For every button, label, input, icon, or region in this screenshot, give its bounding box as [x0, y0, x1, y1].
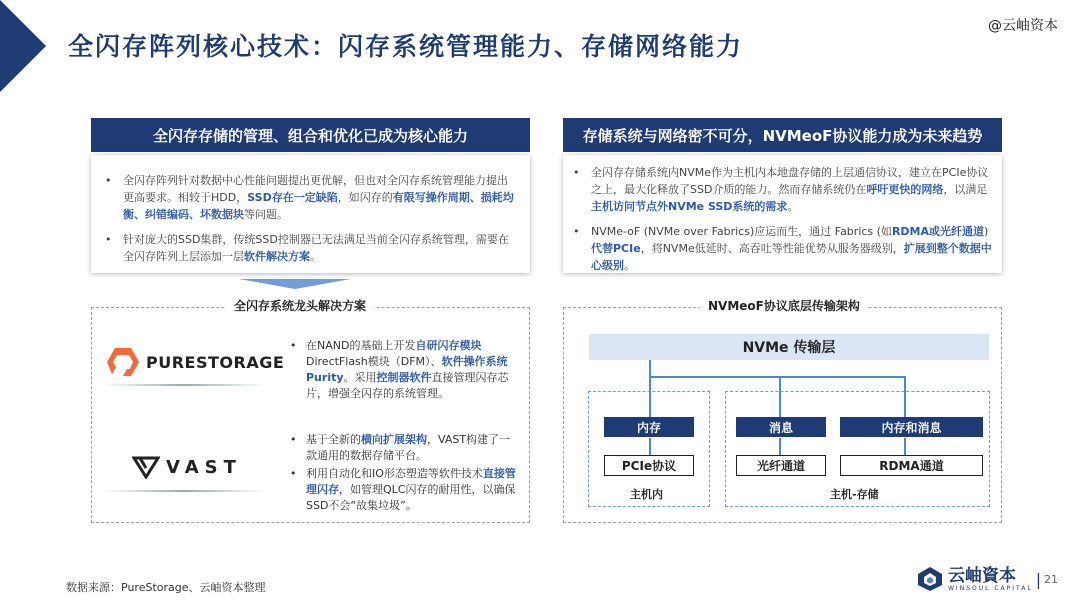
- watermark: @云岫资本: [988, 18, 1058, 34]
- memory-and-message-block: 内存和消息: [840, 417, 983, 437]
- brand-logo: [917, 566, 1041, 592]
- vast-logo-text: VAST: [166, 456, 242, 478]
- connector-line: [649, 376, 906, 378]
- right-bullet-1: • 全闪存存储系统内NVMe作为主机内本地盘存储的上层通信协议，建立在PCIe协议之上，最大化释放了SSD介质的能力。然而存储系统仍在呼吁更快的网络，以满足主机访问节点外NVMe SSD系统的需求。: [567, 164, 992, 215]
- vast-description: • 基于全新的横向扩展架构，VAST构建了一款通用的数据存储平台。 • 利用自动化和IO形态塑造等软件技术直接管理闪存，如管理QLC闪存的耐用性，以确保SSD不会“故集垃圾”。: [284, 432, 516, 516]
- pcie-protocol-block: PCIe协议: [604, 455, 694, 476]
- page-number: 21: [1044, 573, 1058, 586]
- vast-logo: [132, 455, 242, 479]
- right-panel-text-box: [563, 155, 1002, 273]
- vast-logo-icon: [132, 455, 160, 479]
- brand-mark-icon: [917, 566, 943, 592]
- down-arrow-icon: [239, 279, 351, 289]
- left-bullet-2: • 针对庞大的SSD集群，传统SSD控制器已无法满足当前全闪存系统管理，需要在全闪存阵列上层添加一层软件解决方案。: [99, 231, 518, 265]
- left-panel-text-box: [91, 155, 530, 273]
- brand-separator: |: [1035, 569, 1042, 589]
- purestorage-logo-icon: [106, 346, 140, 378]
- corner-triangle-decoration: [0, 0, 46, 92]
- left-panel-header: 全闪存存储的管理、组合和优化已成为核心能力: [91, 118, 530, 152]
- rdma-channel-block: RDMA通道: [840, 455, 983, 476]
- host-internal-label: 主机内: [630, 488, 663, 501]
- nvme-transport-layer: NVMe 传输层: [589, 334, 989, 360]
- right-bullet-2: • NVMe-oF (NVMe over Fabrics)应运而生，通过 Fabrics (如RDMA或光纤通道) 代替PCIe，将NVMe低延时、高吞吐等性能优势从服务器级别，扩展到整个数据中心级别。: [567, 223, 992, 274]
- data-source-note: 数据来源：PureStorage、云岫资本整理: [66, 581, 266, 594]
- solutions-title: 全闪存系统龙头解决方案: [226, 297, 374, 314]
- purestorage-description: • 在NAND的基础上开发自研闪存模块DirectFlash模块（DFM）、软件操作系统Purity。采用控制器软件直接管理闪存芯片，增强全闪存的系统管理。: [284, 338, 516, 404]
- fibre-channel-block: 光纤通道: [736, 455, 826, 476]
- logo-divider: [104, 490, 264, 492]
- page-title: 全闪存阵列核心技术：闪存系统管理能力、存储网络能力: [68, 32, 744, 61]
- nvmeof-diagram-title: NVMeoF协议底层传输架构: [700, 297, 868, 314]
- purestorage-logo-text: PURESTORAGE: [146, 352, 285, 372]
- logo-divider: [104, 384, 264, 386]
- left-bullet-1: • 全闪存阵列针对数据中心性能问题提出更优解，但也对全闪存系统管理能力提出更高要求。相较于HDD，SSD存在一定缺陷，如闪存的有限写操作周期、损耗均衡、纠错编码、坏数据块等问题。: [99, 172, 518, 223]
- right-panel-header: 存储系统与网络密不可分，NVMeoF协议能力成为未来趋势: [563, 118, 1002, 152]
- brand-name-cn: 云岫資本: [948, 565, 1016, 586]
- host-storage-label: 主机-存储: [830, 488, 879, 501]
- message-block: 消息: [736, 417, 826, 437]
- memory-block: 内存: [604, 417, 694, 437]
- brand-name-en: WINSOUL CAPITAL: [948, 584, 1033, 592]
- purestorage-logo: [106, 346, 284, 378]
